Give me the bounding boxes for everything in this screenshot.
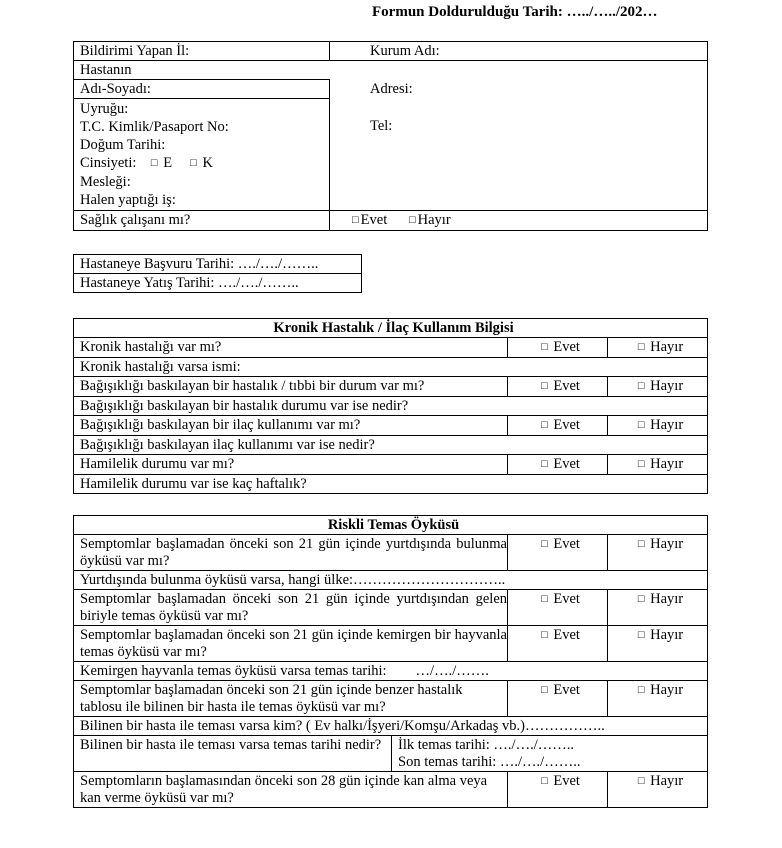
checkbox-icon: □ bbox=[637, 458, 645, 470]
risk-q5[interactable]: Kemirgen hayvanla temas öyküsü varsa temas tarihi: …/…./……. bbox=[74, 662, 708, 681]
patient-info-table bbox=[73, 41, 708, 231]
risk-q9-evet[interactable] bbox=[508, 772, 608, 808]
hayir-label: Hayır bbox=[650, 339, 684, 355]
checkbox-icon: □ bbox=[637, 775, 645, 787]
chronic-q1-hayir[interactable] bbox=[608, 338, 708, 358]
basvuru-label: Hastaneye Başvuru Tarihi: …./…./…….. bbox=[80, 256, 319, 272]
il-field[interactable] bbox=[74, 42, 330, 61]
checkbox-icon: □ bbox=[637, 684, 645, 696]
risk-q6: Semptomlar başlamadan önceki son 21 gün içinde benzer hastalık tablosu ile bilinen bir hasta ile temas öyküsü var mı? bbox=[74, 681, 508, 717]
chronic-q7-evet[interactable] bbox=[508, 455, 608, 475]
saglik-label: Sağlık çalışanı mı? bbox=[74, 211, 330, 231]
risk-q4: Semptomlar başlamadan önceki son 21 gün içinde kemirgen bir hayvanla temas öyküsü var mı? bbox=[74, 626, 508, 662]
checkbox-icon: □ bbox=[541, 684, 548, 696]
evet-label: Evet bbox=[553, 773, 580, 789]
risk-q3: Semptomlar başlamadan önceki son 21 gün içinde yurtdışından gelen biriyle temas öyküsü var mı? bbox=[74, 590, 508, 626]
hayir-label: Hayır bbox=[650, 536, 684, 552]
hayir-label: Hayır bbox=[650, 591, 684, 607]
checkbox-icon: □ bbox=[541, 775, 548, 787]
cinsiyet-k-label: K bbox=[202, 155, 213, 171]
hastanin-label: Hastanın bbox=[74, 61, 330, 80]
saglik-hayir-checkbox-icon[interactable]: □ bbox=[408, 214, 416, 226]
cinsiyet-row bbox=[80, 154, 329, 173]
chronic-q5: Bağışıklığı baskılayan bir ilaç kullanımı var mı? bbox=[74, 416, 508, 436]
chronic-q1: Kronik hastalığı var mı? bbox=[74, 338, 508, 358]
dogum-label: Doğum Tarihi: bbox=[80, 137, 166, 153]
checkbox-icon: □ bbox=[541, 458, 548, 470]
adres-label: Adresi: bbox=[370, 80, 413, 97]
risk-q9: Semptomların başlamasından önceki son 28 gün içinde kan alma veya kan verme öyküsü var mı? bbox=[74, 772, 508, 808]
evet-label: Evet bbox=[553, 339, 580, 355]
tc-label: T.C. Kimlik/Pasaport No: bbox=[80, 119, 229, 135]
chronic-q3-evet[interactable] bbox=[508, 377, 608, 397]
evet-label: Evet bbox=[553, 456, 580, 472]
saglik-evet-label: Evet bbox=[360, 212, 388, 228]
chronic-title: Kronik Hastalık / İlaç Kullanım Bilgisi bbox=[74, 319, 708, 338]
chronic-q4[interactable]: Bağışıklığı baskılayan bir hastalık durumu var ise nedir? bbox=[74, 397, 708, 416]
risk-q2[interactable]: Yurtdışında bulunma öyküsü varsa, hangi ülke:………………………….. bbox=[74, 571, 708, 590]
risk-title: Riskli Temas Öyküsü bbox=[74, 516, 708, 535]
risk-q1: Semptomlar başlamadan önceki son 21 gün içinde yurtdışında bulunma öyküsü var mı? bbox=[74, 535, 508, 571]
halen-label: Halen yaptığı iş: bbox=[80, 192, 176, 208]
checkbox-icon: □ bbox=[541, 380, 548, 392]
checkbox-icon: □ bbox=[541, 593, 548, 605]
basvuru-field[interactable] bbox=[74, 255, 362, 274]
risk-q1-hayir[interactable] bbox=[608, 535, 708, 571]
checkbox-icon: □ bbox=[637, 629, 645, 641]
risk-q1-evet[interactable] bbox=[508, 535, 608, 571]
checkbox-icon: □ bbox=[541, 341, 548, 353]
checkbox-icon: □ bbox=[637, 538, 645, 550]
checkbox-icon: □ bbox=[541, 629, 548, 641]
risk-q9-hayir[interactable] bbox=[608, 772, 708, 808]
tel-field[interactable] bbox=[330, 99, 708, 211]
chronic-q8[interactable]: Hamilelik durumu var ise kaç haftalık? bbox=[74, 475, 708, 494]
hayir-label: Hayır bbox=[650, 456, 684, 472]
cinsiyet-label: Cinsiyeti: bbox=[80, 155, 137, 171]
hayir-label: Hayır bbox=[650, 682, 684, 698]
chronic-table bbox=[73, 318, 708, 494]
risk-q4-evet[interactable] bbox=[508, 626, 608, 662]
adres-field[interactable] bbox=[330, 80, 708, 99]
risk-q6-evet[interactable] bbox=[508, 681, 608, 717]
form-date-header: Formun Doldurulduğu Tarih: …../…../202… bbox=[372, 4, 658, 20]
evet-label: Evet bbox=[553, 536, 580, 552]
checkbox-k-icon[interactable]: □ bbox=[190, 157, 197, 169]
hospital-dates-table bbox=[73, 254, 362, 293]
yatis-label: Hastaneye Yatış Tarihi: …./…./…….. bbox=[80, 275, 299, 291]
checkbox-icon: □ bbox=[541, 419, 548, 431]
risk-q7[interactable]: Bilinen bir hasta ile teması varsa kim? ( Ev halkı/İşyeri/Komşu/Arkadaş vb.)…………….. bbox=[74, 717, 708, 736]
evet-label: Evet bbox=[553, 627, 580, 643]
risk-q3-hayir[interactable] bbox=[608, 590, 708, 626]
evet-label: Evet bbox=[553, 417, 580, 433]
checkbox-icon: □ bbox=[637, 341, 645, 353]
checkbox-icon: □ bbox=[541, 538, 548, 550]
adsoyad-label: Adı-Soyadı: bbox=[80, 81, 151, 97]
uyruk-label: Uyruğu: bbox=[80, 101, 129, 117]
chronic-q3-hayir[interactable] bbox=[608, 377, 708, 397]
saglik-hayir-label: Hayır bbox=[417, 212, 451, 228]
kurum-field[interactable] bbox=[330, 42, 708, 61]
evet-label: Evet bbox=[553, 682, 580, 698]
chronic-q2[interactable]: Kronik hastalığı varsa ismi: bbox=[74, 358, 708, 377]
tel-label: Tel: bbox=[370, 117, 393, 134]
chronic-q5-evet[interactable] bbox=[508, 416, 608, 436]
checkbox-icon: □ bbox=[637, 593, 645, 605]
risk-q4-hayir[interactable] bbox=[608, 626, 708, 662]
il-label: Bildirimi Yapan İl: bbox=[80, 43, 190, 59]
checkbox-e-icon[interactable]: □ bbox=[150, 157, 158, 169]
hayir-label: Hayır bbox=[650, 417, 684, 433]
meslek-label: Mesleği: bbox=[80, 174, 131, 190]
ilk-temas-label: İlk temas tarihi: …./…./…….. bbox=[398, 737, 574, 753]
hayir-label: Hayır bbox=[650, 378, 684, 394]
kurum-label: Kurum Adı: bbox=[370, 43, 440, 59]
risk-q8: Bilinen bir hasta ile teması varsa temas tarihi nedir? bbox=[74, 736, 392, 772]
chronic-q7-hayir[interactable] bbox=[608, 455, 708, 475]
chronic-q3: Bağışıklığı baskılayan bir hastalık / tıbbi bir durum var mı? bbox=[74, 377, 508, 397]
checkbox-icon: □ bbox=[637, 380, 645, 392]
hayir-label: Hayır bbox=[650, 627, 684, 643]
risk-q6-hayir[interactable] bbox=[608, 681, 708, 717]
evet-label: Evet bbox=[553, 378, 580, 394]
hayir-label: Hayır bbox=[650, 773, 684, 789]
adsoyad-field[interactable] bbox=[74, 80, 330, 99]
yatis-field[interactable] bbox=[74, 274, 362, 293]
cinsiyet-e-label: E bbox=[163, 155, 173, 171]
chronic-q5-hayir[interactable] bbox=[608, 416, 708, 436]
saglik-evet-checkbox-icon[interactable]: □ bbox=[352, 214, 359, 226]
chronic-q6[interactable]: Bağışıklığı baskılayan ilaç kullanımı var ise nedir? bbox=[74, 436, 708, 455]
evet-label: Evet bbox=[553, 591, 580, 607]
checkbox-icon: □ bbox=[637, 419, 645, 431]
risk-table bbox=[73, 515, 708, 808]
son-temas-label: Son temas tarihi: …./…./…….. bbox=[398, 754, 581, 770]
chronic-q7: Hamilelik durumu var mı? bbox=[74, 455, 508, 475]
risk-q8-dates[interactable] bbox=[392, 736, 708, 772]
chronic-q1-evet[interactable] bbox=[508, 338, 608, 358]
risk-q3-evet[interactable] bbox=[508, 590, 608, 626]
